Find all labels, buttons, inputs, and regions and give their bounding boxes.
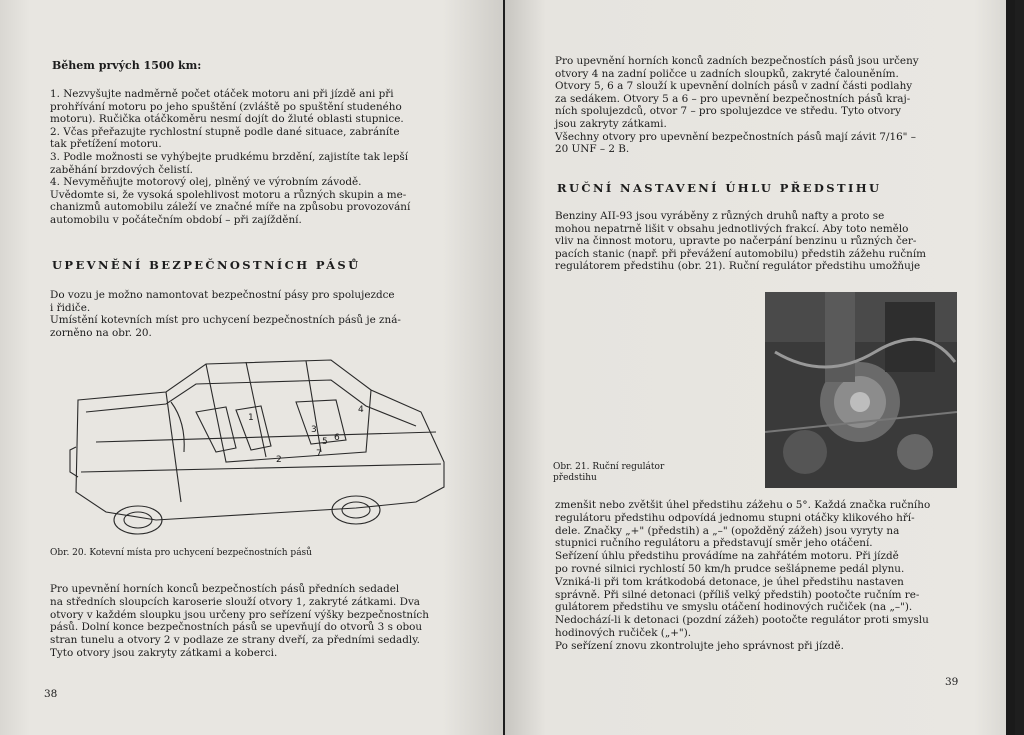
text-line: Umístění kotevních míst pro uchycení bezpečnostních pásů je zná- (50, 314, 401, 327)
text-line: správně. Při silné detonaci (příliš velký předstih) pootočte ručním re- (555, 588, 920, 601)
label-7: 7 (316, 449, 322, 459)
text-line: zorněno na obr. 20. (50, 326, 152, 339)
label-2: 2 (276, 455, 282, 465)
intro-heading: Během prvých 1500 km: (52, 59, 202, 72)
text-line: za sedákem. Otvory 5 a 6 – pro upevnění bezpečnostních pásů kraj- (555, 92, 911, 105)
text-line: Otvory 5, 6 a 7 slouží k upevnění dolních pásů v zadní části podlahy (555, 80, 913, 93)
label-3: 3 (311, 425, 317, 435)
text-line: mohou nepatrně lišit v obsahu jednotlivých frakcí. Aby toto nemělo (555, 222, 909, 235)
text-line: Do vozu je možno namontovat bezpečnostní pásy pro spolujezdce (50, 289, 395, 301)
label-5: 5 (322, 437, 328, 447)
page-number-left: 38 (44, 688, 58, 700)
text-line: pacích stanic (např. při převážení automobilu) předstih zážehu ručním (555, 247, 927, 260)
text-line: Všechny otvory pro upevnění bezpečnostních pásů mají závit 7/16" – (555, 130, 916, 143)
text-line: automobilu v počátečním období – při zajíždění. (50, 214, 302, 226)
page-edge (1006, 0, 1015, 735)
text-line: Vzniká-li při tom krátkodobá detonace, je úhel předstihu nastaven (555, 575, 904, 588)
text-line: Seřízení úhlu předstihu provádíme na zahřátém motoru. Při jízdě (555, 550, 899, 563)
label-6: 6 (334, 433, 340, 443)
text-line: dele. Značky „+" (předstih) a „–" (opožděný zážeh) jsou vyryty na (555, 524, 900, 537)
text-line: na středních sloupcích karoserie slouží otvory 1, zakryté zátkami. Dva (50, 595, 421, 608)
text-line: vliv na činnost motoru, upravte po načerpání benzinu u různých čer- (555, 235, 917, 248)
text-line: 1. Nezvyšujte nadměrně počet otáček motoru ani při jízdě ani při (50, 88, 394, 100)
label-1: 1 (248, 413, 254, 423)
car-seatbelt-illustration (66, 352, 448, 542)
text-line: 20 UNF – 2 B. (555, 143, 630, 156)
text-line: pásů. Dolní konce bezpečnostních pásů se upevňují do otvorů 3 s obou (50, 621, 423, 634)
text-line: Tyto otvory jsou zakryty zátkami a koberci. (50, 647, 278, 659)
text-line: po rovné silnici rychlostí 50 km/h prudce sešlápneme pedál plynu. (555, 563, 905, 575)
text-line: regulátoru předstihu odpovídá jednomu stupni otáčky klikového hří- (555, 511, 915, 524)
text-line: otvory v každém sloupku jsou určeny pro seřízení výšky bezpečnostních (50, 608, 429, 621)
text-line: stran tunelu a otvory 2 v podlaze ze strany dveří, za předními sedadly. (50, 634, 420, 647)
text-line: ních spolujezdců, otvor 7 – pro spolujezdce ve středu. Tyto otvory (555, 105, 901, 118)
figure-21-caption-1: Obr. 21. Ruční regulátor (553, 462, 665, 472)
text-line: stupnici ručního regulátoru a představují směr jeho otáčení. (555, 537, 873, 550)
text-line: Po seřízení znovu zkontrolujte jeho správnost při jízdě. (555, 639, 844, 652)
text-line: gulátorem předstihu ve smyslu otáčení hodinových ručiček (na „–"). (555, 601, 913, 614)
figure-21-caption-2: předstihu (553, 473, 597, 483)
left-page (0, 0, 503, 735)
text-line: hodinových ručiček („+"). (555, 627, 692, 639)
text-line: otvory 4 na zadní poličce u zadních sloupků, zakryté čalouněním. (555, 67, 899, 80)
text-line: i řidiče. (50, 301, 91, 314)
text-line: regulátorem předstihu (obr. 21). Ruční regulátor předstihu umožňuje (555, 260, 921, 273)
text-line: Nedochází-li k detonaci (pozdní zážeh) pootočte regulátor proti smyslu (555, 614, 929, 627)
figure-20-caption: Obr. 20. Kotevní místa pro uchycení bezpečnostních pásů (50, 548, 312, 558)
text-line: 2. Včas přeřazujte rychlostní stupně podle dané situace, zabráníte (50, 125, 400, 138)
text-line: Benziny AII-93 jsou vyráběny z různých druhů nafty a proto se (555, 210, 885, 222)
ignition-regulator-photo (765, 292, 957, 488)
text-line: 3. Podle možnosti se vyhýbejte prudkému brzdění, zajistíte tak lepší (50, 151, 409, 163)
text-line: 4. Nevyměňujte motorový olej, plněný ve výrobním závodě. (50, 176, 362, 189)
text-line: zaběhání brzdových čelistí. (50, 163, 193, 176)
right-page (505, 0, 1015, 735)
text-line: jsou zakryty zátkami. (555, 118, 667, 130)
text-line: Pro upevnění horních konců zadních bezpečnostích pásů jsou určeny (555, 55, 919, 67)
text-line: zmenšit nebo zvětšit úhel předstihu zážehu o 5°. Každá značka ručního (555, 499, 931, 511)
text-line: Pro upevnění horních konců bezpečnostích pásů předních sedadel (50, 583, 400, 595)
label-4: 4 (358, 405, 364, 415)
section-heading-belts: UPEVNĚNÍ BEZPEČNOSTNÍCH PÁSŮ (52, 258, 361, 272)
text-line: chanizmů automobilu záleží ve značné míře na způsobu provozování (50, 201, 411, 214)
section-heading-ignition: RUČNÍ NASTAVENÍ ÚHLU PŘEDSTIHU (557, 181, 882, 195)
text-line: motoru). Ručička otáčkoměru nesmí dojít do žluté oblasti stupnice. (50, 113, 404, 126)
text-line: tak přetížení motoru. (50, 138, 162, 151)
text-line: Uvědomte si, že vysoká spolehlivost motoru a různých skupin a me- (50, 188, 407, 201)
text-line: prohřívání motoru po jeho spuštění (zvláště po spuštění studeného (50, 100, 402, 113)
page-number-right: 39 (945, 676, 959, 688)
